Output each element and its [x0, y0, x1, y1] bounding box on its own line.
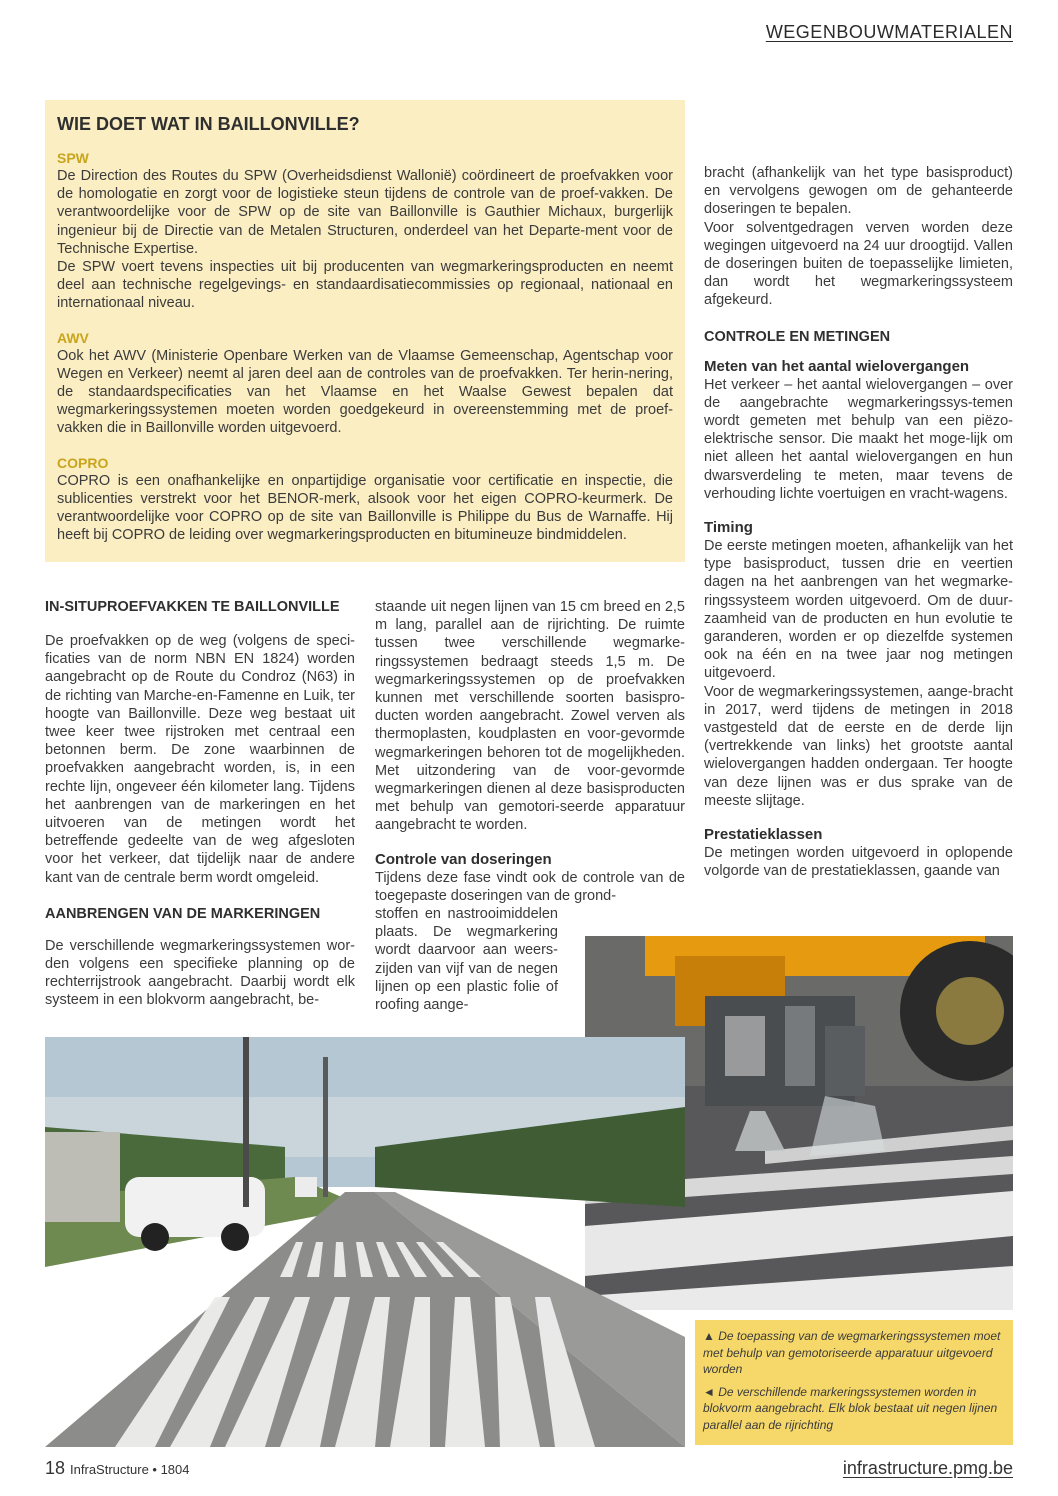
awv-heading: AWV [57, 329, 89, 346]
photo-road-test-fields [45, 1037, 685, 1447]
caption-machine: ▲ De toepassing van de wegmarkeringssystemen moet met behulp van gemotoriseerde apparatuur uitgevoerd worden [703, 1329, 1001, 1376]
heading-wielovergangen: Meten van het aantal wielovergangen [704, 357, 970, 375]
magazine-issue: InfraStructure • 1804 [70, 1462, 190, 1477]
paragraph-aanbrengen: De verschillende wegmarkeringssystemen wor-den volgens een specifieke planning op de rechterrijstrook aangebracht. Daarbij wordt elk systeem in een blokvorm aangebracht, be- [45, 937, 355, 1009]
spw-heading: SPW [57, 150, 89, 166]
road-illustration [45, 1037, 685, 1447]
paragraph-controle-doseringen: Tijdens deze fase vindt ook de controle van de toegepaste doseringen van de grond- [375, 869, 685, 904]
caption-road: ◄ De verschillende markeringssystemen worden in blokvorm aangebracht. Elk blok bestaat uit negen lijnen parallel aan de rijrichting [703, 1384, 998, 1432]
paragraph-blokvorm: staande uit negen lijnen van 15 cm breed en 2,5 m lang, parallel aan de rijrichting. De ruimte tussen twee verschillende wegmarke-ringssystemen bedraagt steeds 1,5 m. De wegmarkeringssystemen op de proefvakken kunnen met verschillende soorten basispro-ducten worden aangebracht. Zowel verven als thermoplasten, koudplasten en voor-gevormde wegmarkeringen behoren tot de mogelijkheden. Met uitzondering van de voor-gevormde wegmarkeringen dienen al deze basisproducten met behulp van gemotori-seerde apparatuur aangebracht te worden. [375, 599, 685, 834]
footer-url[interactable]: infrastructure.pmg.be [842, 1458, 1013, 1478]
paragraph-prestatieklassen: De metingen worden uitgevoerd in oplopende volgorde van de prestatieklassen, gaande van [704, 845, 1013, 880]
paragraph-in-situ: De proefvakken op de weg (volgens de speci-ficaties van de norm NBN EN 1824) worden aangebracht op de Route du Condroz (N63) in de richting van Marche-en-Famenne en Luik, ter hoogte van Baillonville. Deze weg bestaat uit twee keer twee rijstroken met centraal een betonnen berm. De zone waarbinnen de proefvakken aangebracht worden, is, in een rechte lijn, ongeveer één kilometer lang. Tijdens het aanbrengen van de markeringen en het uitvoeren van de metingen wordt het betreffende gedeelte van de weg afgesloten voor het verkeer, dat tijdelijk naar de andere kant van de centrale berm wordt omgeleid. [45, 633, 355, 886]
column-1 [45, 598, 355, 1010]
paragraph-weging: bracht (afhankelijk van het type basisproduct) en vervolgens gewogen om de gehanteerde doseringen te bepalen. [704, 165, 1013, 218]
column-3 [704, 164, 1013, 881]
heading-controle-doseringen: Controle van doseringen [375, 850, 552, 868]
paragraph-controle-doseringen-2: stoffen en nastrooimiddelen plaats. De wegmarkering wordt daarvoor aan weers-zijden van vijf van de negen lijnen op een plastic folie of roofing aange- [375, 906, 558, 1014]
spw-paragraph-2: De SPW voert tevens inspecties uit bij producenten van wegmarkeringsproducten en neemt deel aan technische regelgevings- en standaardisatiecommissies op regionaal, nationaal en internationaal niveau. [57, 259, 673, 312]
box-title: WIE DOET WAT IN BAILLONVILLE? [57, 114, 360, 134]
info-box [45, 100, 685, 562]
paragraph-timing: De eerste metingen moeten, afhankelijk van het type basisproduct, tussen drie en veertien dagen na het aanbrengen van het wegmarke-ringssysteem worden uitgevoerd. Om de duur-zaamheid van de producten en hun evolutie te garanderen, worden er op diezelfde systemen ook na één en na twee jaar nog metingen uitgevoerd. [704, 538, 1013, 682]
copro-heading: COPRO [57, 454, 109, 471]
awv-paragraph: Ook het AWV (Ministerie Openbare Werken van de Vlaamse Gemeenschap, Agentschap voor Wegen en Verkeer) neemt al jaren deel aan de controles van de proefvakken. Ter herin-nering, de standaardspecificaties van het Vlaamse en het Waalse Gewest bepalen dat wegmarkeringssystemen moeten worden goedgekeurd in overeenstemming met de proef-vakken die in Baillonville worden uitgevoerd. [57, 347, 673, 437]
paragraph-metingen-2018: Voor de wegmarkeringssystemen, aange-bracht in 2017, werd tijdens de metingen in 2018 vastgesteld dat de eerste en de derde lijn (vertrekkende van links) het grootste aantal wielovergangen hadden ondergaan. Ter hoogte van deze lijnen was er dus sprake van de meeste slijtage. [704, 683, 1013, 809]
heading-aanbrengen: AANBRENGEN VAN DE MARKERINGEN [45, 905, 321, 922]
page-number: 18 [45, 1458, 66, 1478]
spw-paragraph: De Direction des Routes du SPW (Overheidsdienst Wallonië) coördineert de proefvakken voor de homologatie en zorgt voor de logistieke steun tijdens de controle van de proef-vakken. De verantwoordelijke voor de SPW op de site van Baillonville is Gauthier Michaux, burgerlijk ingenieur bij de Directie van de Metalen Structuren, onderdeel van het Departe-ment voor de Technische Expertise. [57, 168, 673, 257]
paragraph-wielovergangen: Het verkeer – het aantal wielovergangen – over de aangebrachte wegmarkeringssys-temen wordt gemeten met behulp van een piëzo-elektrische sensor. Die maakt het moge-lijk om niet alleen het aantal wielovergangen en hun dwarsverdeling te meten, maar tevens de verhouding lichte voertuigen en vracht-wagens. [704, 376, 1013, 502]
copro-paragraph: COPRO is een onafhankelijke en onpartijdige organisatie voor certificatie en inspectie, die sublicenties verstrekt voor het BENOR-merk, alsook voor het eigen COPRO-keurmerk. De verantwoordelijke voor COPRO op de site van Baillonville is Philippe du Bus de Warnaffe. Hij heeft bij COPRO de leiding over wegmarkeringsproducten en bitumineuze bindmiddelen. [57, 472, 673, 544]
footer-left [45, 1458, 190, 1479]
section-label: WEGENBOUWMATERIALEN [765, 22, 1013, 42]
heading-in-situ: IN-SITUPROEFVAKKEN TE BAILLONVILLE [45, 599, 340, 615]
heading-controle-metingen: CONTROLE EN METINGEN [704, 328, 891, 345]
heading-timing: Timing [704, 519, 753, 537]
paragraph-solvent: Voor solventgedragen verven worden deze wegingen uitgevoerd na 24 uur droogtijd. Vallen de doseringen buiten de toepasselijke limieten, dan wordt het wegmarkeringssysteem afgekeurd. [704, 219, 1013, 309]
photo-caption [695, 1320, 1013, 1445]
heading-prestatieklassen: Prestatieklassen [704, 826, 823, 844]
